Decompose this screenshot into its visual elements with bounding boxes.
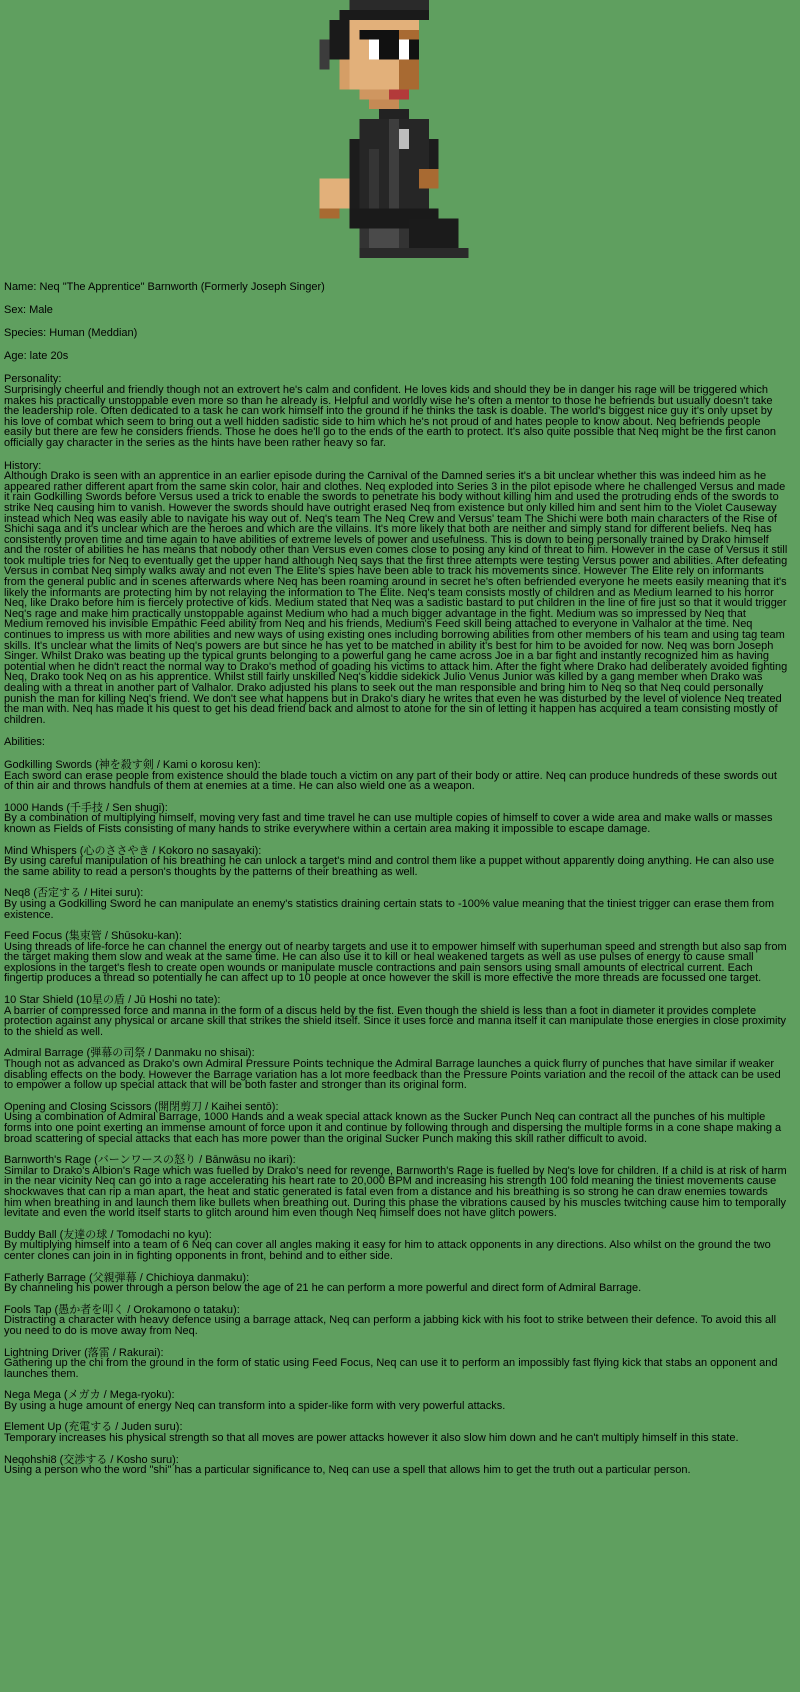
- ability-name: Fatherly Barrage (父親弾幕 / Chichioya danmaku):: [4, 1271, 250, 1284]
- sex-field: Sex: Male: [4, 304, 53, 317]
- personality-text: Surprisingly cheerful and friendly though not an extrovert he's calm and confident. He loves kids and should they be in danger his rage will be triggered which makes his practically unstoppable even more so than he already is. Helpful and worldly wise he's often a mentor to those he befriends but usually doesn't take the leadership role. Often dedicated to a task he can work himself into the ground if he thinks the task is doable. The world's biggest nice guy it's only upset by his love of combat which seem to bring out a well hidden sadistic side to him which he's not proud of and hates people to know about. Neq befriends people easily but there are few he considers friends. Those he does he'll go to the ends of the earth to protect. It's also quite possible that Neq might be the first canon officially gay character in the series as the hints have been rather heavy so far.: [4, 383, 777, 449]
- personality-section: [4, 374, 788, 448]
- ability-description: Using a combination of Admiral Barrage, 1000 Hands and a weak special attack known as the Sucker Punch Neq can contract all the punches of his multiple forms into one point exerting an immense amount of force upon it and continue by following through and dispersing the multiple forms in a cone shape making a broad scattering of special attacks that each has more power than the original Sucker Punch making this skill rather difficult to avoid.: [4, 1111, 782, 1145]
- ability-item: [4, 760, 788, 792]
- personality-heading: Personality:: [4, 373, 62, 386]
- age-field: Age: late 20s: [4, 350, 69, 363]
- ability-description: By channeling his power through a person below the age of 21 he can perform a more powerful and direct form of Admiral Barrage.: [4, 1282, 642, 1295]
- history-heading: History:: [4, 459, 42, 472]
- ability-description: Temporary increases his physical strength so that all moves are power attacks however it also slow him down and he can't multiply himself in this state.: [4, 1432, 739, 1445]
- ability-description: Using threads of life-force he can channel the energy out of nearby targets and use it to empower himself with superhuman speed and strength but also sap from the target making them slow and weak at the same time. He can also use it to kill or heal weakened targets as well as use pulses of energy to cause small explosions in the target's flesh to create open wounds or manipulate muscle contractions and pain sensors using small amounts of electrical current. Each fingertip produces a thread so potentially he can affect up to 10 people at once however the skill is more effective the more threads are focussed one target.: [4, 940, 787, 985]
- ability-name: Lightning Driver (落雷 / Rakurai):: [4, 1346, 164, 1359]
- character-sprite-icon: [309, 0, 489, 278]
- ability-item: [4, 1390, 788, 1411]
- ability-item: [4, 1348, 788, 1380]
- ability-name: Godkilling Swords (神を殺す剣 / Kami o korosu ken):: [4, 758, 261, 771]
- ability-name: Buddy Ball (友達の球 / Tomodachi no kyu):: [4, 1228, 212, 1241]
- ability-name: Neq8 (否定する / Hitei suru):: [4, 887, 144, 900]
- ability-item: [4, 1230, 788, 1262]
- ability-item: [4, 1102, 788, 1144]
- history-text: Although Drako is seen with an apprentice in an earlier episode during the Carnival of the Damned series it's a bit unclear whether this was indeed him as he appeared rather different apart from the same skin color, hair and clothes. Neq exploded into Series 3 in the pilot episode where he challenged Versus and made it rain Godkilling Swords before Versus used a trick to enable the swords to penetrate his body without killing him and used the protruding ends of the swords to strike Neq causing him to vanish. However the swords should have outright erased Neq from existence but only killed him and sent him to the Violet Causeway instead which Neq was easily able to navigate his way out of. Neq's team The Neq Crew and Versus' team The Shichi were both main characters of the Rise of Shichi saga and it's unclear which are the heroes and which are the villains. It's more likely that both are neither and simply stand for different beliefs. Neq has consistently proven time and time again to have abilities of extreme levels of power and usefulness. This is down to being personally trained by Drako himself and the roster of abilities he has means that nobody other than Versus even comes close to posing any kind of threat to him. However in the case of Versus it still took multiple tries for Neq to eventually get the upper hand although Neq says that the first three attempts were testing Versus power and abilities. After defeating Versus in combat Neq simply walks away and not even The Elite's spies have been able to track his movements since. However The Elite rely on informants from the general public and in scenes afterwards where Neq has been roaming around in secret he's often befriended everyone he meets easily meaning that it's likely the informants are protecting him by not relaying the information to The Elite. Neq's team consists mostly of children and as Medium learned to his horror Neq, like Drako before him is fiercely protective of kids. Medium stated that Neq was a sadistic bastard to put children in the line of fire just so that it would trigger Neq's rage and make him practically unstoppable against Medium who had a much bigger advantage in the fight. Medium was so impressed by Neq that Medium removed his invisible Empathic Feed ability from Neq and his friends, Medium's Feed skill being attached to everyone in Valhalor at the time. Neq continues to impress us with more abilities and new ways of using existing ones including borrowing abilities from other members of his team and using tag team skills. It's unclear what the limits of Neq's powers are but since he has yet to be matched in ability it's best for him to be avoided for now. Neq was born Joseph Singer. Whilst Drako was beating up the typical grunts belonging to a powerful gang he came across Joe in a bar fight and instantly recognized him as having potential when he didn't react the normal way to Drako's method of goading his victims to attack him. After the fight where Drako had deliberately avoided fighting Neq, Drako took Neq on as his apprentice. Whilst still fairly unskilled Neq's kiddie sidekick Julio Venus Junior was killed by a gang member when Drako was dealing with a threat in another part of Valhalor. Drako adjusted his plans to seek out the man responsible and bring him to Neq so that Neq could personally punish the man for killing Neq's friend. We don't see what happens but in Drako's diary he writes that even he was disturbed by the level of violence Neq treated the man with. Neq has made it his quest to get his dead friend back and almost to atone for the sin of letting it happen has acquired a team consisting mostly of children.: [4, 470, 788, 726]
- ability-description: A barrier of compressed force and manna in the form of a discus held by the fist. Even though the shield is less than a foot in diameter it provides complete protection against any physical or arcane skill that strikes the shield itself. Since it uses force and manna itself it can manipulate those energies in close proximity to the shield as well.: [4, 1004, 787, 1038]
- ability-item: [4, 1273, 788, 1294]
- ability-name: Nega Mega (メガカ / Mega-ryoku):: [4, 1389, 175, 1402]
- ability-description: By a combination of multiplying himself, moving very fast and time travel he can use multiple copies of himself to cover a wide area and make walls or masses known as Fields of Fists consisting of many hands to strike everywhere within a certain area making it impossible to escape damage.: [4, 812, 773, 835]
- ability-description: By using a huge amount of energy Neq can transform into a spider-like form with very powerful attacks.: [4, 1399, 506, 1412]
- ability-item: [4, 1305, 788, 1337]
- ability-item: [4, 803, 788, 835]
- ability-name: 10 Star Shield (10星の盾 / Jū Hoshi no tate):: [4, 994, 221, 1007]
- ability-description: Each sword can erase people from existence should the blade touch a victim on any part of their body or attire. Neq can produce hundreds of these swords out of thin air and throws handfuls of them at enemies at a time. He can also wield one as a weapon.: [4, 769, 777, 793]
- ability-item: [4, 1155, 788, 1219]
- ability-description: Using a person who the word "shi" has a particular significance to, Neq can use a spell that allows him to get the truth out a particular person.: [4, 1464, 691, 1477]
- ability-description: By using careful manipulation of his breathing he can unlock a target's mind and control them like a puppet without apparently doing anything. He can also use the same ability to read a person's thoughts by the patterns of their breathing as well.: [4, 855, 775, 878]
- ability-name: Mind Whispers (心のささやき / Kokoro no sasayaki):: [4, 844, 262, 857]
- ability-name: Barnworth's Rage (バーンワースの怒り / Bānwāsu no ikari):: [4, 1154, 296, 1167]
- ability-name: Opening and Closing Scissors (開閉剪刀 / Kaihei sentō):: [4, 1100, 279, 1113]
- ability-item: [4, 1455, 788, 1476]
- ability-description: Similar to Drako's Albion's Rage which was fuelled by Drako's need for revenge, Barnworth's Rage is fuelled by Neq's love for children. If a child is at risk of harm in the near vicinity Neq can go into a rage accelerating his heart rate to 20,000 BPM and increasing his strength 100 fold meaning the tiniest movements cause shockwaves that can rip a man apart, the heat and static generated is fatal even from a distance and his breathing is so strong he can draw enemies towards him when breathing in and launch them like bullets when breathing out. During this phase the vibrations caused by his muscles twitching cause him to temporally levitate and even the world itself starts to glitch around him even though Neq himself does not have glitch powers.: [4, 1164, 787, 1220]
- profile-content: [0, 278, 792, 1476]
- history-section: [4, 461, 788, 726]
- ability-description: Gathering up the chi from the ground in the form of static using Feed Focus, Neq can use it to perform an impossibly fast flying kick that stabs an opponent and launches them.: [4, 1357, 778, 1380]
- ability-item: [4, 931, 788, 984]
- ability-item: [4, 888, 788, 920]
- ability-description: By multiplying himself into a team of 6 Neq can cover all angles making it easy for him to attack opponents in any directions. Also whilst on the ground the two center clones can join in in fighting opponents in front, behind and to either side.: [4, 1239, 771, 1262]
- ability-name: 1000 Hands (千手技 / Sen shugi):: [4, 801, 168, 814]
- ability-description: Distracting a character with heavy defence using a barrage attack, Neq can perform a jabbing kick with his foot to strike between their defence. To avoid this all you need to do is move away from Neq.: [4, 1314, 777, 1337]
- ability-name: Fools Tap (愚か者を叩く / Orokamono o tataku):: [4, 1303, 240, 1316]
- ability-description: Though not as advanced as Drako's own Admiral Pressure Points technique the Admiral Barrage launches a quick flurry of punches that have similar if weaker disabling effects on the body. However the Barrage variation has a lot more feedback than the Pressure Points variation and the recoil of the attack can be used to empower a follow up special attack that will be both faster and stronger than its original form.: [4, 1058, 781, 1092]
- ability-item: [4, 1048, 788, 1090]
- ability-name: Element Up (充電する / Juden suru):: [4, 1421, 183, 1434]
- abilities-heading: Abilities:: [4, 736, 45, 749]
- ability-name: Admiral Barrage (弾幕の司祭 / Danmaku no shisai):: [4, 1047, 255, 1060]
- ability-item: [4, 995, 788, 1037]
- ability-item: [4, 846, 788, 878]
- portrait-area: [0, 0, 800, 278]
- name-field: Name: Neq "The Apprentice" Barnworth (Formerly Joseph Singer): [4, 281, 325, 293]
- ability-description: By using a Godkilling Sword he can manipulate an enemy's statistics draining certain stats to -100% value meaning that the tiniest trigger can erase them from existence.: [4, 897, 775, 921]
- ability-name: Feed Focus (集束管 / Shūsoku-kan):: [4, 930, 182, 943]
- ability-item: [4, 1422, 788, 1443]
- ability-name: Neqohshi8 (交渉する / Kosho suru):: [4, 1453, 179, 1466]
- species-field: Species: Human (Meddian): [4, 327, 138, 340]
